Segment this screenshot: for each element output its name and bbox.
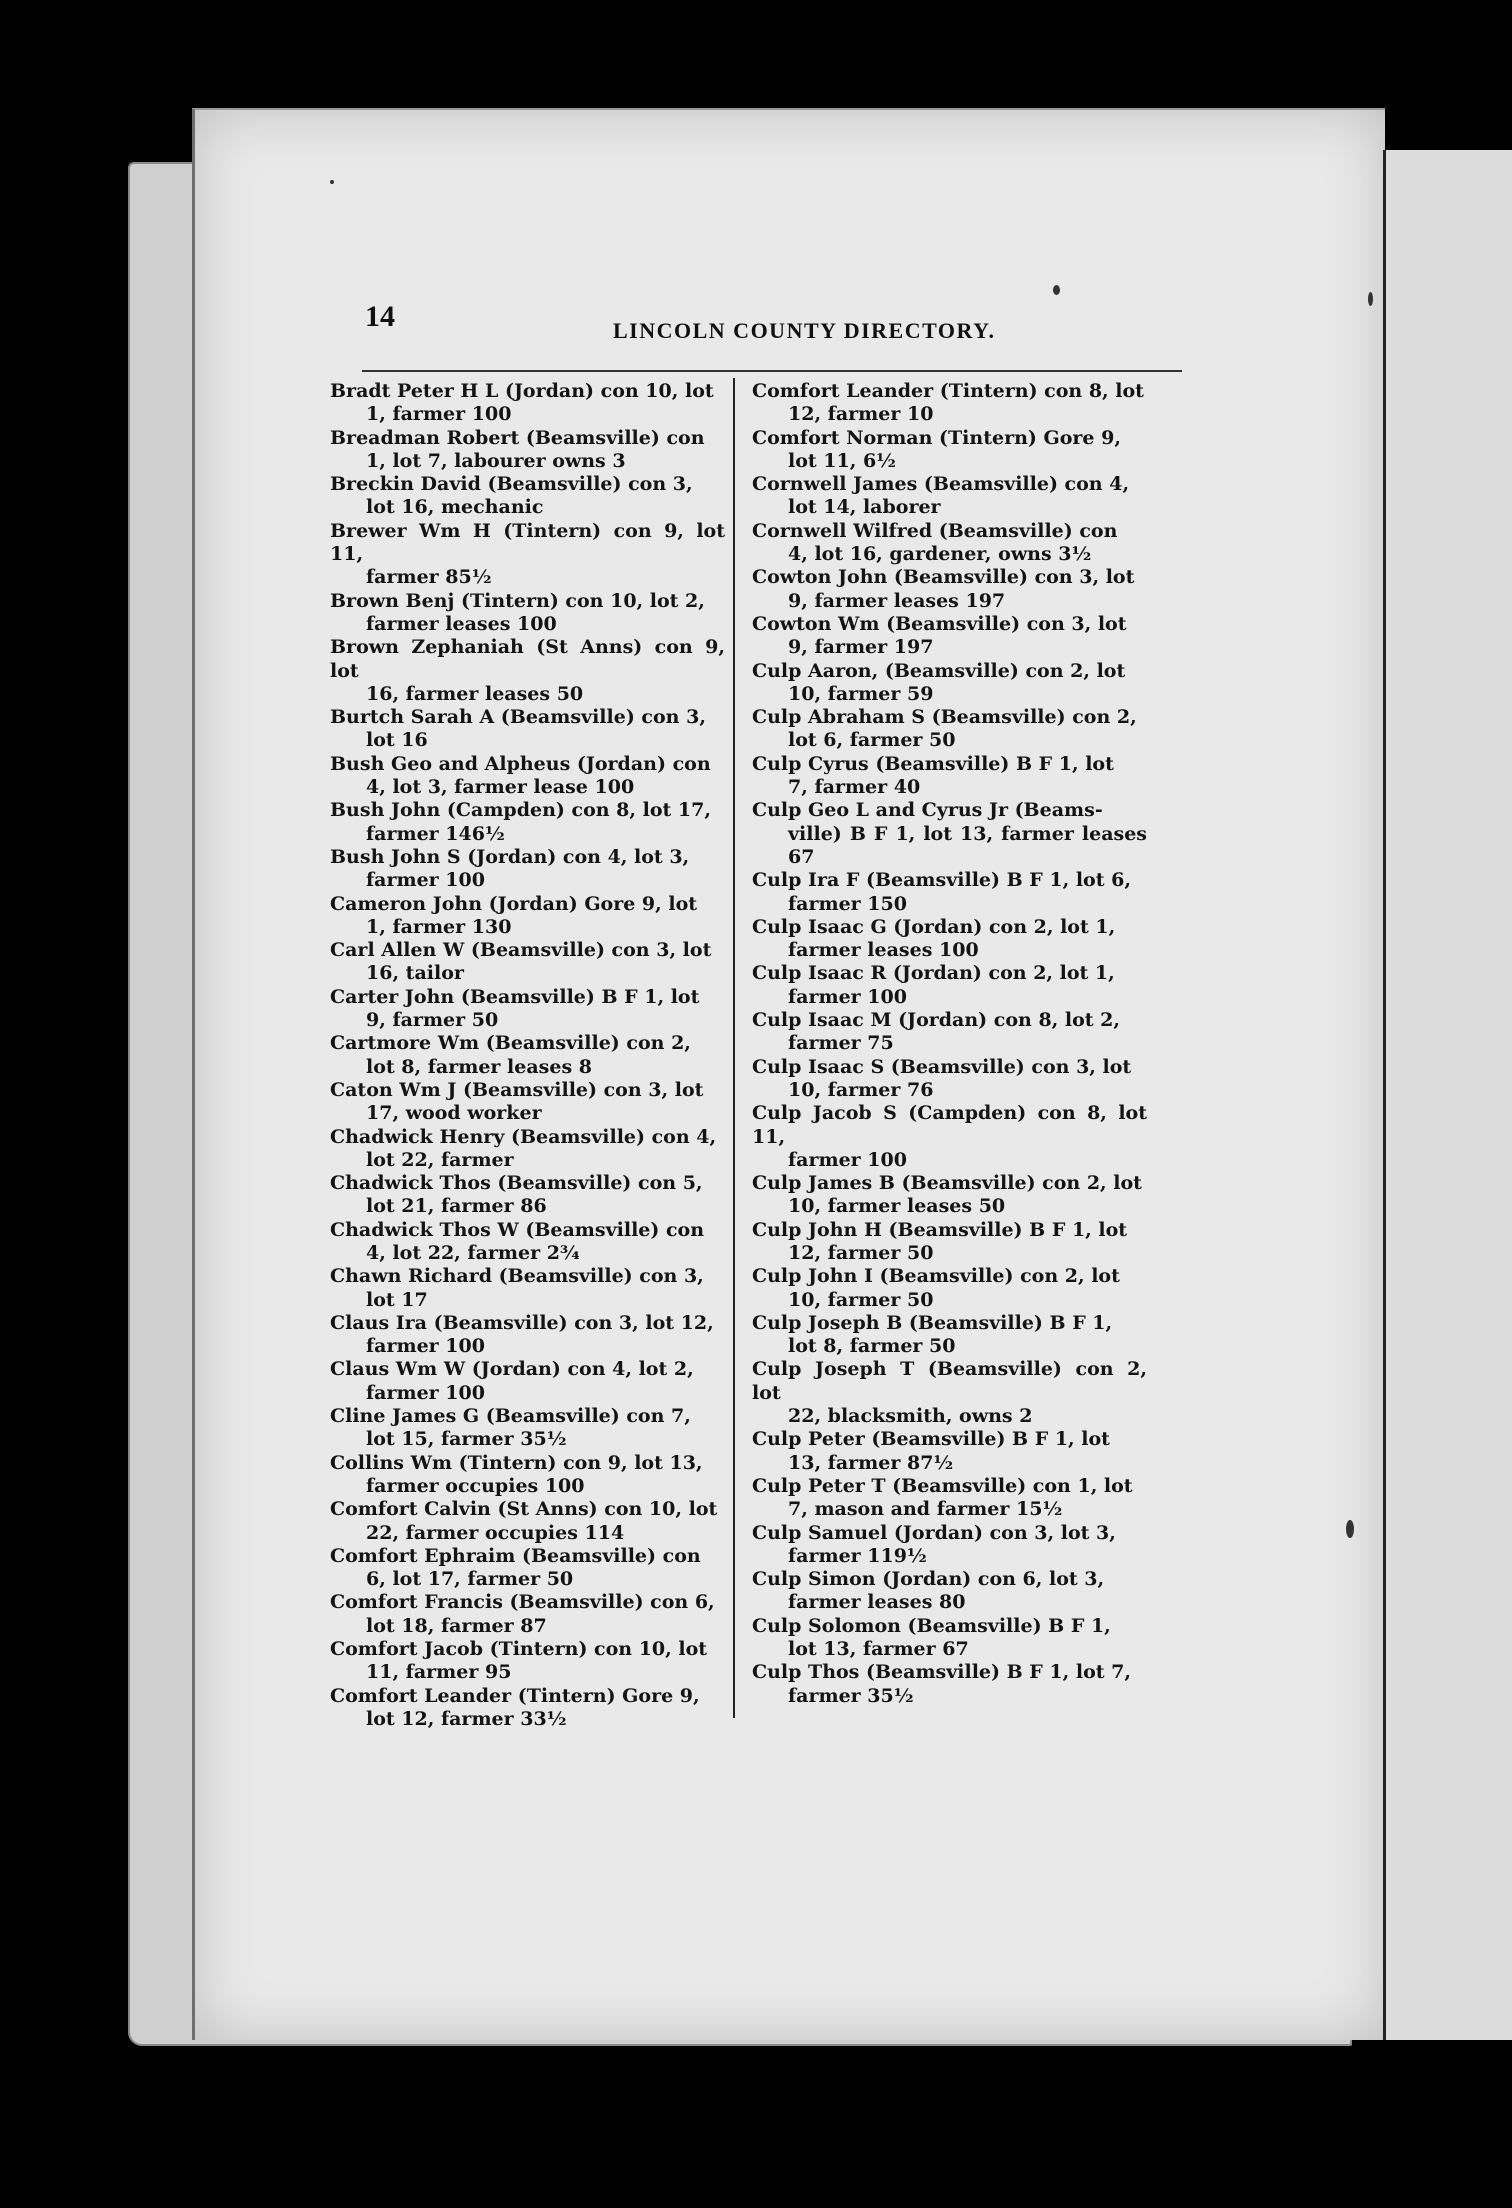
directory-entry	[752, 427, 1147, 474]
entry-name-line: Carter John (Beamsville) B F 1, lot	[330, 985, 700, 1008]
directory-entry	[330, 1172, 725, 1219]
directory-entry	[752, 1661, 1147, 1708]
entry-detail-line: lot 8, farmer 50	[788, 1335, 956, 1358]
directory-entry	[330, 1079, 725, 1126]
entry-detail-line: farmer 100	[366, 869, 485, 892]
entry-name-line: Culp Thos (Beamsville) B F 1, lot 7,	[752, 1661, 1131, 1684]
right-column	[752, 380, 1147, 1708]
directory-entry	[752, 660, 1147, 707]
directory-entry	[330, 753, 725, 800]
directory-entry	[752, 1102, 1147, 1172]
entry-detail-line: farmer occupies 100	[366, 1474, 585, 1497]
entry-detail-line: farmer 146½	[366, 822, 505, 845]
entry-name-line: Claus Ira (Beamsville) con 3, lot 12,	[330, 1311, 714, 1334]
directory-entry	[330, 1452, 725, 1499]
directory-entry	[330, 636, 725, 706]
directory-entry	[330, 1498, 725, 1545]
directory-entry	[752, 1265, 1147, 1312]
entry-name-line: Cameron John (Jordan) Gore 9, lot	[330, 892, 698, 915]
entry-name-line: Culp Simon (Jordan) con 6, lot 3,	[752, 1568, 1105, 1591]
directory-entry	[752, 1568, 1147, 1615]
entry-detail-line: 11, farmer 95	[366, 1661, 512, 1684]
directory-entry	[752, 1522, 1147, 1569]
entry-name-line: Culp Geo L and Cyrus Jr (Beams-	[752, 799, 1103, 822]
entry-detail-line: lot 13, farmer 67	[788, 1638, 969, 1661]
entry-detail-line: 12, farmer 10	[788, 403, 934, 426]
directory-entry	[330, 380, 725, 427]
entry-detail-line: 22, blacksmith, owns 2	[788, 1405, 1033, 1428]
directory-entry	[752, 1056, 1147, 1103]
column-divider	[733, 378, 735, 1718]
entry-name-line: Culp Jacob S (Campden) con 8, lot 11,	[752, 1102, 1147, 1148]
entry-detail-line: 16, tailor	[366, 962, 464, 985]
directory-entry	[330, 520, 725, 590]
entry-name-line: Culp James B (Beamsville) con 2, lot	[752, 1172, 1142, 1195]
directory-entry	[752, 520, 1147, 567]
directory-entry	[752, 962, 1147, 1009]
entry-detail-line: 1, lot 7, labourer owns 3	[366, 449, 626, 472]
entry-detail-line: farmer leases 100	[366, 612, 557, 635]
entry-detail-line: lot 18, farmer 87	[366, 1614, 547, 1637]
directory-entry	[330, 893, 725, 940]
facing-page-edge	[1383, 150, 1512, 2040]
directory-entry	[330, 846, 725, 893]
entry-detail-line: 10, farmer 59	[788, 682, 934, 705]
directory-entry	[752, 566, 1147, 613]
entry-name-line: Culp Joseph B (Beamsville) B F 1,	[752, 1311, 1113, 1334]
directory-entry	[330, 427, 725, 474]
entry-name-line: Culp Isaac S (Beamsville) con 3, lot	[752, 1055, 1132, 1078]
entry-detail-line: farmer 75	[788, 1032, 894, 1055]
running-head: LINCOLN COUNTY DIRECTORY.	[613, 318, 996, 343]
entry-name-line: Comfort Norman (Tintern) Gore 9,	[752, 426, 1121, 449]
entry-detail-line: 4, lot 16, gardener, owns 3½	[788, 543, 1092, 566]
page-number: 14	[365, 300, 395, 333]
entry-detail-line: 22, farmer occupies 114	[366, 1521, 625, 1544]
entry-detail-line: 10, farmer 50	[788, 1288, 934, 1311]
directory-entry	[752, 1428, 1147, 1475]
entry-name-line: Chadwick Thos W (Beamsville) con	[330, 1218, 705, 1241]
entry-name-line: Chawn Richard (Beamsville) con 3,	[330, 1265, 704, 1288]
entry-detail-line: 7, farmer 40	[788, 776, 921, 799]
directory-entry	[752, 1172, 1147, 1219]
entry-detail-line: lot 12, farmer 33½	[366, 1707, 567, 1730]
entry-name-line: Burtch Sarah A (Beamsville) con 3,	[330, 706, 706, 729]
directory-entry	[752, 1475, 1147, 1522]
entry-detail-line: ville) B F 1, lot 13, farmer leases 67	[788, 822, 1147, 868]
entry-name-line: Culp Peter T (Beamsville) con 1, lot	[752, 1474, 1133, 1497]
directory-entry	[330, 1591, 725, 1638]
scan-speck	[1346, 1520, 1354, 1538]
left-column	[330, 380, 725, 1731]
entry-name-line: Culp Aaron, (Beamsville) con 2, lot	[752, 659, 1126, 682]
entry-detail-line: 9, farmer leases 197	[788, 589, 1006, 612]
entry-name-line: Culp John I (Beamsville) con 2, lot	[752, 1265, 1120, 1288]
entry-detail-line: farmer 100	[366, 1381, 485, 1404]
entry-detail-line: lot 16	[366, 729, 428, 752]
entry-detail-line: lot 21, farmer 86	[366, 1195, 547, 1218]
entry-detail-line: 1, farmer 130	[366, 915, 512, 938]
directory-entry	[752, 1358, 1147, 1428]
directory-entry	[330, 473, 725, 520]
entry-name-line: Cline James G (Beamsville) con 7,	[330, 1405, 691, 1428]
entry-name-line: Culp Peter (Beamsville) B F 1, lot	[752, 1428, 1110, 1451]
entry-detail-line: farmer 119½	[788, 1544, 927, 1567]
entry-name-line: Carl Allen W (Beamsville) con 3, lot	[330, 939, 712, 962]
directory-entry	[330, 1265, 725, 1312]
entry-name-line: Culp Isaac R (Jordan) con 2, lot 1,	[752, 962, 1115, 985]
entry-detail-line: 6, lot 17, farmer 50	[366, 1568, 574, 1591]
entry-name-line: Bush John S (Jordan) con 4, lot 3,	[330, 845, 690, 868]
directory-entry	[330, 1638, 725, 1685]
entry-detail-line: lot 15, farmer 35½	[366, 1428, 567, 1451]
entry-name-line: Chadwick Henry (Beamsville) con 4,	[330, 1125, 717, 1148]
directory-entry	[752, 613, 1147, 660]
entry-name-line: Culp Solomon (Beamsville) B F 1,	[752, 1614, 1111, 1637]
entry-name-line: Culp Joseph T (Beamsville) con 2, lot	[752, 1358, 1147, 1404]
entry-name-line: Caton Wm J (Beamsville) con 3, lot	[330, 1078, 704, 1101]
entry-name-line: Chadwick Thos (Beamsville) con 5,	[330, 1172, 703, 1195]
directory-entry	[330, 1358, 725, 1405]
directory-entry	[752, 753, 1147, 800]
entry-detail-line: 17, wood worker	[366, 1102, 542, 1125]
directory-entry	[330, 706, 725, 753]
directory-entry	[330, 1685, 725, 1732]
directory-entry	[752, 380, 1147, 427]
entry-detail-line: farmer 85½	[366, 566, 492, 589]
directory-entry	[330, 590, 725, 637]
directory-entry	[330, 939, 725, 986]
entry-name-line: Breckin David (Beamsville) con 3,	[330, 473, 693, 496]
directory-entry	[330, 1219, 725, 1266]
directory-entry	[330, 1545, 725, 1592]
entry-name-line: Comfort Ephraim (Beamsville) con	[330, 1544, 701, 1567]
directory-entry	[752, 869, 1147, 916]
directory-entry	[330, 799, 725, 846]
entry-detail-line: lot 22, farmer	[366, 1148, 514, 1171]
entry-detail-line: farmer 100	[788, 1148, 907, 1171]
directory-entry	[330, 1126, 725, 1173]
directory-entry	[752, 1615, 1147, 1662]
entry-detail-line: 10, farmer leases 50	[788, 1195, 1006, 1218]
entry-name-line: Cornwell James (Beamsville) con 4,	[752, 473, 1130, 496]
entry-detail-line: lot 8, farmer leases 8	[366, 1055, 592, 1078]
directory-entry	[330, 1312, 725, 1359]
entry-name-line: Collins Wm (Tintern) con 9, lot 13,	[330, 1451, 703, 1474]
directory-entry	[752, 799, 1147, 869]
entry-detail-line: farmer leases 80	[788, 1591, 966, 1614]
entry-name-line: Comfort Jacob (Tintern) con 10, lot	[330, 1638, 708, 1661]
directory-entry	[752, 1219, 1147, 1266]
entry-detail-line: 13, farmer 87½	[788, 1451, 954, 1474]
entry-detail-line: 1, farmer 100	[366, 403, 512, 426]
entry-name-line: Brown Benj (Tintern) con 10, lot 2,	[330, 589, 705, 612]
entry-detail-line: lot 11, 6½	[788, 449, 896, 472]
entry-name-line: Cornwell Wilfred (Beamsville) con	[752, 519, 1118, 542]
entry-detail-line: lot 14, laborer	[788, 496, 941, 519]
entry-name-line: Comfort Francis (Beamsville) con 6,	[330, 1591, 715, 1614]
entry-detail-line: farmer 150	[788, 892, 907, 915]
entry-detail-line: lot 16, mechanic	[366, 496, 544, 519]
entry-name-line: Culp Isaac G (Jordan) con 2, lot 1,	[752, 915, 1116, 938]
entry-name-line: Bush John (Campden) con 8, lot 17,	[330, 799, 711, 822]
entry-name-line: Bradt Peter H L (Jordan) con 10, lot	[330, 380, 714, 402]
entry-name-line: Brewer Wm H (Tintern) con 9, lot 11,	[330, 519, 725, 566]
entry-detail-line: farmer 35½	[788, 1684, 914, 1707]
entry-detail-line: 12, farmer 50	[788, 1241, 934, 1264]
entry-detail-line: 9, farmer 50	[366, 1009, 499, 1032]
entry-detail-line: 7, mason and farmer 15½	[788, 1498, 1063, 1521]
entry-name-line: Culp Samuel (Jordan) con 3, lot 3,	[752, 1521, 1116, 1544]
entry-name-line: Culp Cyrus (Beamsville) B F 1, lot	[752, 752, 1114, 775]
entry-name-line: Comfort Leander (Tintern) con 8, lot	[752, 380, 1144, 402]
entry-name-line: Cartmore Wm (Beamsville) con 2,	[330, 1032, 691, 1055]
directory-entry	[752, 1009, 1147, 1056]
directory-entry	[752, 473, 1147, 520]
entry-detail-line: farmer leases 100	[788, 939, 979, 962]
entry-name-line: Culp John H (Beamsville) B F 1, lot	[752, 1218, 1128, 1241]
entry-detail-line: 4, lot 3, farmer lease 100	[366, 776, 635, 799]
directory-entry	[330, 986, 725, 1033]
directory-entry	[752, 706, 1147, 753]
entry-detail-line: farmer 100	[366, 1335, 485, 1358]
entry-name-line: Comfort Calvin (St Anns) con 10, lot	[330, 1498, 718, 1521]
entry-detail-line: 4, lot 22, farmer 2¾	[366, 1241, 580, 1264]
entry-detail-line: lot 6, farmer 50	[788, 729, 956, 752]
entry-detail-line: 10, farmer 76	[788, 1078, 934, 1101]
entry-detail-line: lot 17	[366, 1288, 428, 1311]
directory-entry	[752, 916, 1147, 963]
entry-name-line: Cowton John (Beamsville) con 3, lot	[752, 566, 1135, 589]
entry-name-line: Cowton Wm (Beamsville) con 3, lot	[752, 612, 1127, 635]
scan-speck	[1053, 285, 1060, 295]
directory-entry	[330, 1032, 725, 1079]
entry-name-line: Culp Abraham S (Beamsville) con 2,	[752, 706, 1137, 729]
entry-name-line: Culp Ira F (Beamsville) B F 1, lot 6,	[752, 869, 1131, 892]
scan-speck	[330, 180, 334, 184]
directory-entry	[330, 1405, 725, 1452]
scan-speck	[1368, 292, 1373, 306]
entry-name-line: Comfort Leander (Tintern) Gore 9,	[330, 1684, 700, 1707]
directory-entry	[752, 1312, 1147, 1359]
entry-name-line: Brown Zephaniah (St Anns) con 9, lot	[330, 636, 725, 682]
entry-detail-line: farmer 100	[788, 985, 907, 1008]
entry-detail-line: 16, farmer leases 50	[366, 682, 584, 705]
entry-name-line: Claus Wm W (Jordan) con 4, lot 2,	[330, 1358, 694, 1381]
entry-name-line: Culp Isaac M (Jordan) con 8, lot 2,	[752, 1009, 1121, 1032]
header-rule	[362, 370, 1182, 372]
entry-detail-line: 9, farmer 197	[788, 636, 934, 659]
entry-name-line: Breadman Robert (Beamsville) con	[330, 426, 705, 449]
entry-name-line: Bush Geo and Alpheus (Jordan) con	[330, 752, 711, 775]
